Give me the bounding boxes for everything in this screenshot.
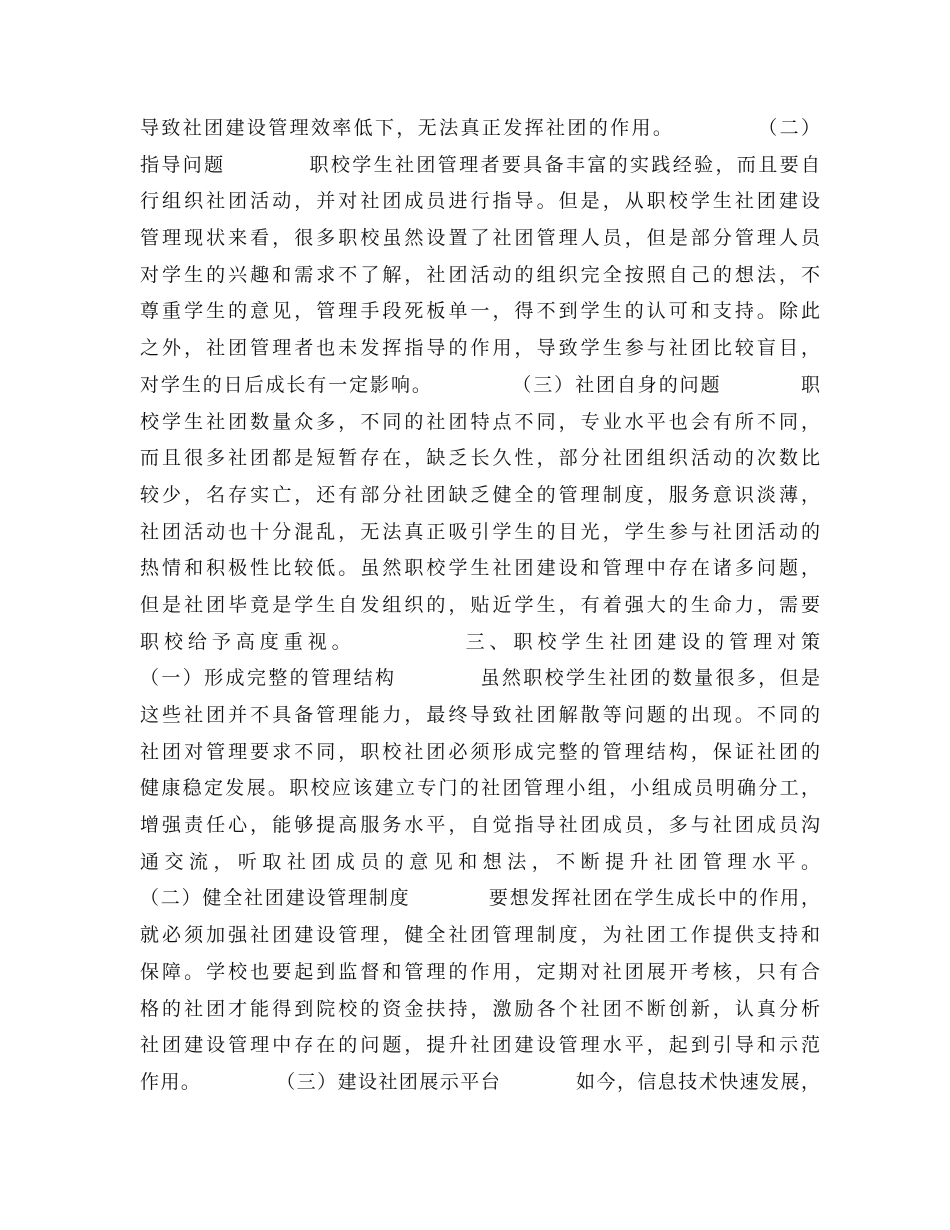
text-line: 增强责任心，能够提高服务水平，自觉指导社团成员，多与社团成员沟 xyxy=(140,814,820,837)
text-line: 之外，社团管理者也未发挥指导的作用，导致学生参与社团比较盲目， xyxy=(140,337,820,360)
text-line: 作用。 （三）建设社团展示平台 如今，信息技术快速发展， xyxy=(140,1070,820,1093)
text-line: 而且很多社团都是短暂存在，缺乏长久性，部分社团组织活动的次数比 xyxy=(140,447,820,470)
text-line: 通交流，听取社团成员的意见和想法，不断提升社团管理水平。 xyxy=(140,850,820,873)
text-line: 社团活动也十分混乱，无法真正吸引学生的目光，学生参与社团活动的 xyxy=(140,520,820,543)
text-line: 保障。学校也要起到监督和管理的作用，定期对社团展开考核，只有合 xyxy=(140,960,820,983)
text-line: 校学生社团数量众多，不同的社团特点不同，专业水平也会有所不同， xyxy=(140,410,820,433)
text-line: 管理现状来看，很多职校虽然设置了社团管理人员，但是部分管理人员 xyxy=(140,227,820,250)
text-line: （二）健全社团建设管理制度 要想发挥社团在学生成长中的作用， xyxy=(140,887,820,910)
text-line: 社团建设管理中存在的问题，提升社团建设管理水平，起到引导和示范 xyxy=(140,1034,820,1057)
text-line: 职校给予高度重视。 三、职校学生社团建设的管理对策 xyxy=(140,630,820,653)
text-line: 导致社团建设管理效率低下，无法真正发挥社团的作用。 （二） xyxy=(140,117,820,139)
body-text xyxy=(140,110,820,1101)
text-line: 健康稳定发展。职校应该建立专门的社团管理小组，小组成员明确分工， xyxy=(140,777,820,800)
text-line: 这些社团并不具备管理能力，最终导致社团解散等问题的出现。不同的 xyxy=(140,704,820,726)
text-line: 但是社团毕竟是学生自发组织的，贴近学生，有着强大的生命力，需要 xyxy=(140,593,820,616)
text-line: 对学生的兴趣和需求不了解，社团活动的组织完全按照自己的想法，不 xyxy=(140,263,820,286)
text-line: 行组织社团活动，并对社团成员进行指导。但是，从职校学生社团建设 xyxy=(140,190,820,213)
text-line: 社团对管理要求不同，职校社团必须形成完整的管理结构，保证社团的 xyxy=(140,740,820,763)
text-line: 尊重学生的意见，管理手段死板单一，得不到学生的认可和支持。除此 xyxy=(140,300,820,323)
text-line: 指导问题 职校学生社团管理者要具备丰富的实践经验，而且要自 xyxy=(140,153,820,176)
text-line: 对学生的日后成长有一定影响。 （三）社团自身的问题 职 xyxy=(140,373,820,396)
text-line: （一）形成完整的管理结构 虽然职校学生社团的数量很多，但是 xyxy=(140,667,820,690)
text-line: 格的社团才能得到院校的资金扶持，激励各个社团不断创新，认真分析 xyxy=(140,997,820,1020)
text-line: 就必须加强社团建设管理，健全社团管理制度，为社团工作提供支持和 xyxy=(140,924,820,947)
text-line: 热情和积极性比较低。虽然职校学生社团建设和管理中存在诸多问题， xyxy=(140,557,820,580)
text-line: 较少，名存实亡，还有部分社团缺乏健全的管理制度，服务意识淡薄， xyxy=(140,483,820,506)
